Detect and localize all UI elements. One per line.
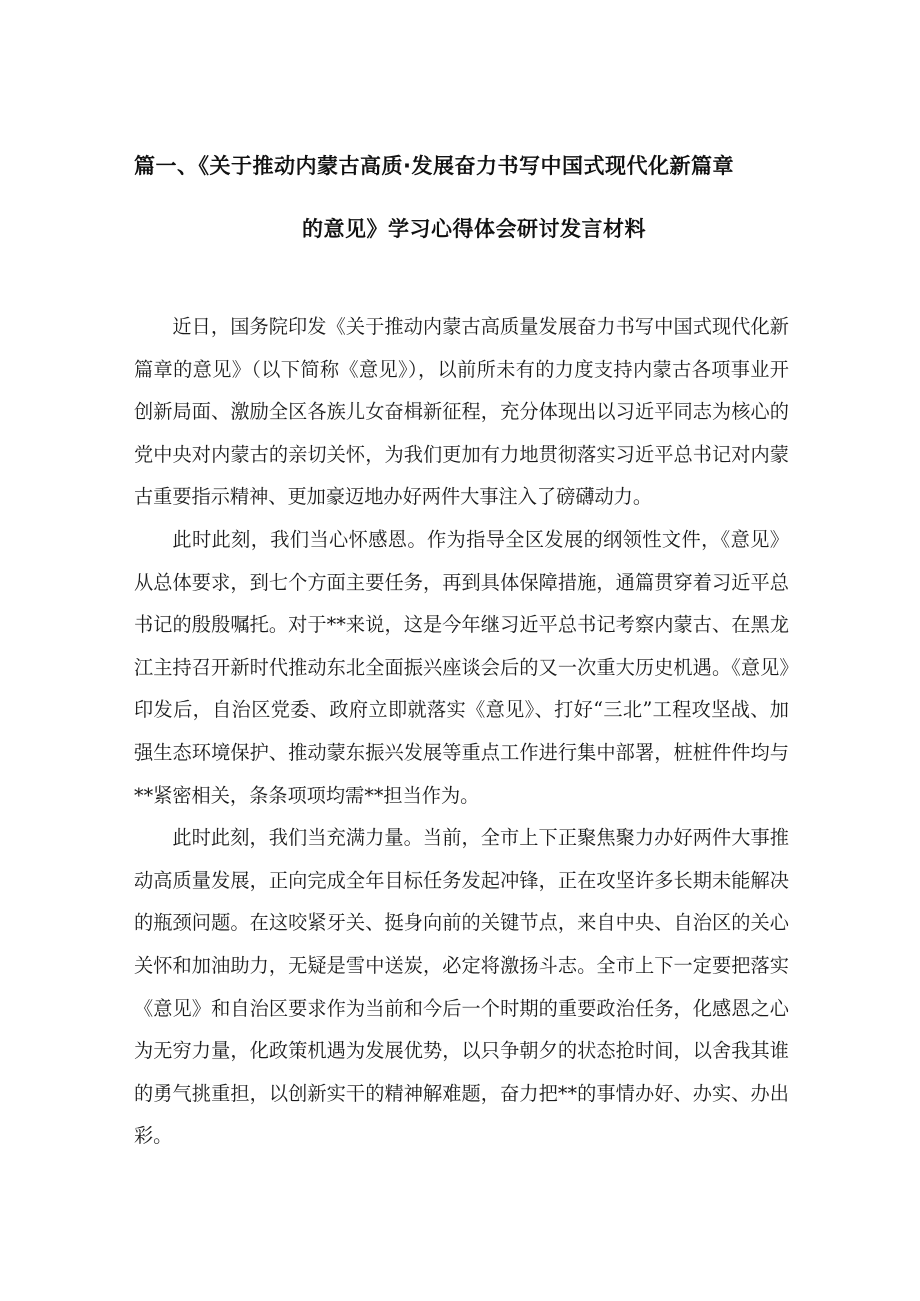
document-body [134,306,789,1158]
document-title-line-1: 篇一、《关于推动内蒙古高质·发展奋力书写中国式现代化新篇章 [134,154,734,178]
paragraph-3: 此时此刻，我们当充满力量。当前，全市上下正聚焦聚力办好两件大事推动高质量发展，正向完成全年目标任务发起冲锋，正在攻坚许多长期未能解决的瓶颈问题。在这咬紧牙关、挺身向前的关键节点，来自中央、自治区的关心关怀和加油助力，无疑是雪中送炭，必定将激扬斗志。全市上下一定要把落实《意见》和自治区要求作为当前和今后一个时期的重要政治任务，化感恩之心为无穷力量，化政策机遇为发展优势，以只争朝夕的状态抢时间，以舍我其谁的勇气挑重担，以创新实干的精神解难题，奋力把**的事情办好、办实、办出彩。 [134,826,789,1148]
document-title-line-2: 的意见》学习心得体会研讨发言材料 [302,217,646,241]
paragraph-1: 近日，国务院印发《关于推动内蒙古高质量发展奋力书写中国式现代化新篇章的意见》（以下简称《意见》），以前所未有的力度支持内蒙古各项事业开创新局面、激励全区各族儿女奋楫新征程，充分体现出以习近平同志为核心的党中央对内蒙古的亲切关怀，为我们更加有力地贯彻落实习近平总书记对内蒙古重要指示精神、更加豪迈地办好两件大事注入了磅礴动力。 [134,315,789,509]
paragraph-2: 此时此刻，我们当心怀感恩。作为指导全区发展的纲领性文件，《意见》从总体要求，到七个方面主要任务，再到具体保障措施，通篇贯穿着习近平总书记的殷殷嘱托。对于**来说，这是今年继习近平总书记考察内蒙古、在黑龙江主持召开新时代推动东北全面振兴座谈会后的又一次重大历史机遇。《意见》印发后，自治区党委、政府立即就落实《意见》、打好“三北”工程攻坚战、加强生态环境保护、推动蒙东振兴发展等重点工作进行集中部署，桩桩件件均与**紧密相关，条条项项均需**担当作为。 [134,527,789,807]
